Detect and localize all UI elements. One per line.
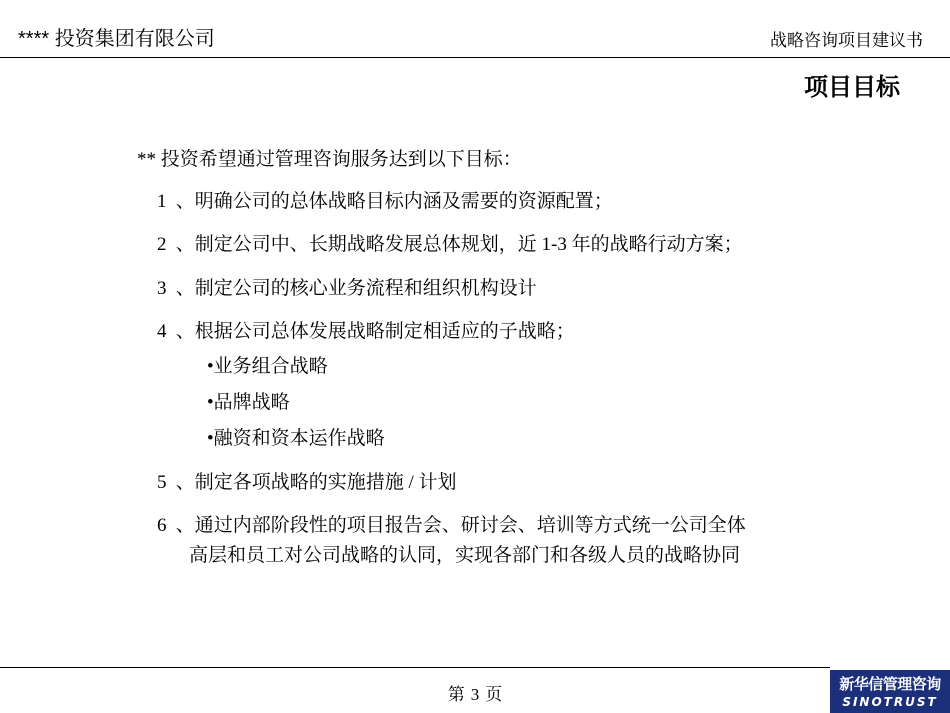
goal-separator: 、 xyxy=(175,234,195,255)
goal-item-2 xyxy=(157,233,743,257)
page-prefix: 第 xyxy=(447,685,465,704)
logo-chinese-text: 新华信管理咨询 xyxy=(839,674,941,693)
page-number xyxy=(0,685,950,705)
goal-text: 制定公司中、长期战略发展总体规划，近 1-3 年的战略行动方案； xyxy=(194,234,743,255)
goal-text: 通过内部阶段性的项目报告会、研讨会、培训等方式统一公司全体 xyxy=(194,515,746,536)
goal-number: 6 xyxy=(157,515,167,536)
goal-text: 制定各项战略的实施措施 / 计划 xyxy=(194,472,457,493)
goal-text: 根据公司总体发展战略制定相适应的子战略； xyxy=(194,321,575,342)
header-divider xyxy=(0,57,950,58)
goal-separator: 、 xyxy=(175,278,195,299)
goal-separator: 、 xyxy=(175,472,195,493)
logo-english-text: SINOTRUST xyxy=(842,694,938,709)
goal-item-6-continuation: 高层和员工对公司战略的认同，实现各部门和各级人员的战略协同 xyxy=(189,545,741,566)
header-document-title: 战略咨询项目建议书 xyxy=(770,31,923,50)
goal-separator: 、 xyxy=(175,515,195,536)
goal-number: 3 xyxy=(157,278,167,299)
sub-strategy-item: •品牌战略 xyxy=(207,392,290,413)
goal-item-1 xyxy=(157,190,613,214)
goal-item-6 xyxy=(157,514,746,538)
goal-number: 5 xyxy=(157,472,167,493)
intro-text: ** 投资希望通过管理咨询服务达到以下目标： xyxy=(137,149,522,170)
goal-number: 4 xyxy=(157,321,167,342)
goal-number: 2 xyxy=(157,234,167,255)
header-company: **** 投资集团有限公司 xyxy=(18,28,215,50)
sub-strategy-item: •业务组合战略 xyxy=(207,356,328,377)
sinotrust-logo xyxy=(830,670,950,713)
goal-text: 制定公司的核心业务流程和组织机构设计 xyxy=(194,278,537,299)
goal-item-5 xyxy=(157,471,457,495)
slide-title: 项目目标 xyxy=(804,74,900,101)
goal-item-4 xyxy=(157,320,575,344)
goal-separator: 、 xyxy=(175,321,195,342)
goal-text: 明确公司的总体战略目标内涵及需要的资源配置； xyxy=(194,191,613,212)
page-suffix: 页 xyxy=(485,685,503,704)
goal-item-3 xyxy=(157,277,537,301)
sub-strategy-item: •融资和资本运作战略 xyxy=(207,428,385,449)
goal-separator: 、 xyxy=(175,191,195,212)
page-number-value: 3 xyxy=(470,685,480,704)
footer-divider xyxy=(0,667,830,668)
goal-number: 1 xyxy=(157,191,167,212)
